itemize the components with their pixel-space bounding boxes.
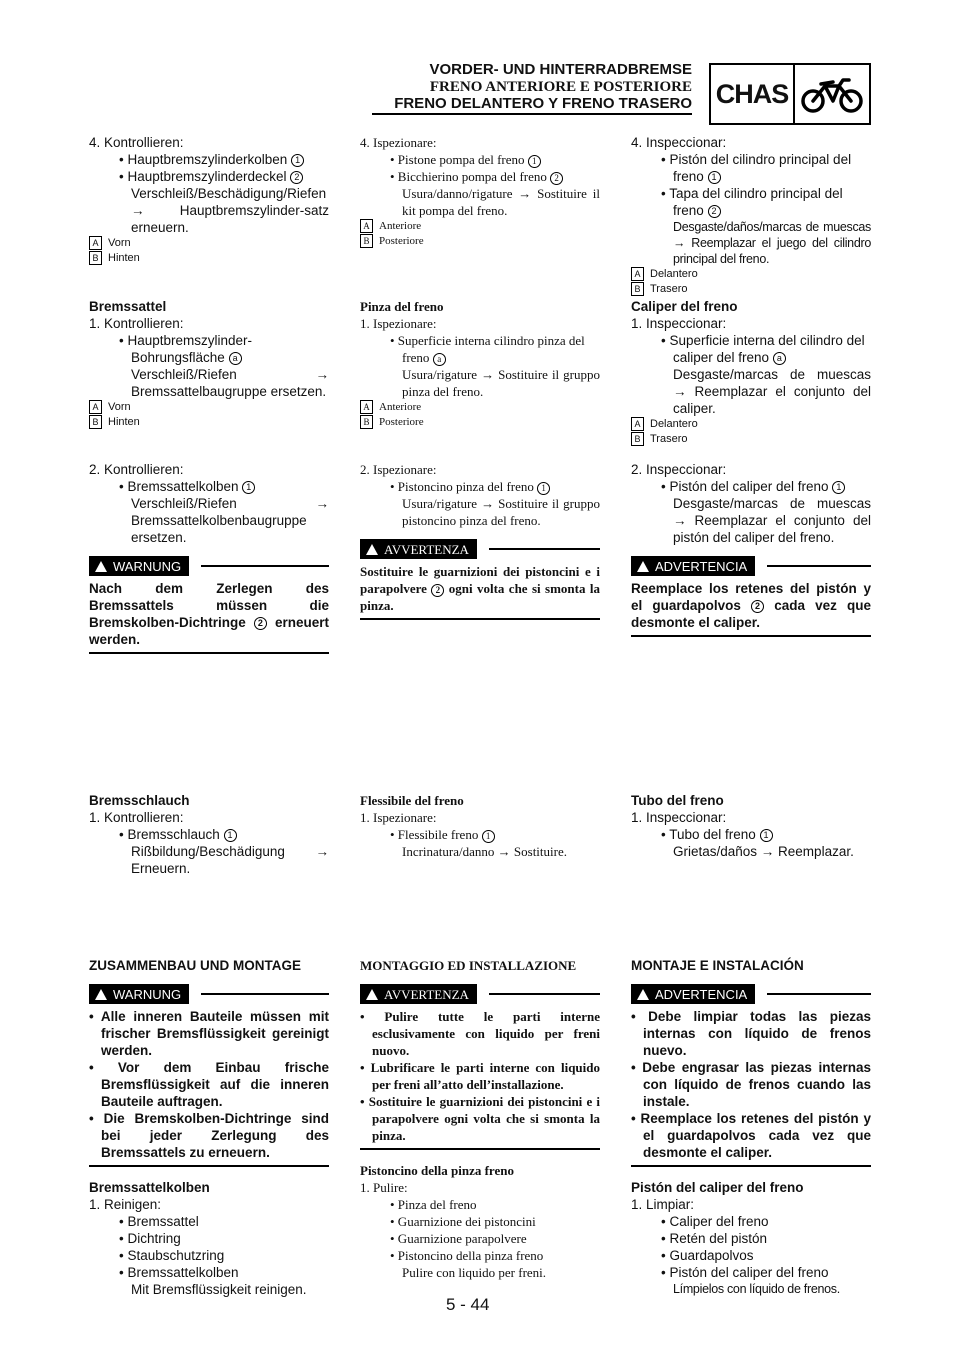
label-b-box: B [631,432,644,446]
c3-s1-text: Desgaste/daños/marcas de muescas → Reemplazar el juego del cilindro principal del freno. [673,220,871,266]
c3-section-caliper [631,298,871,447]
c2-s6-title: Pistoncino della pinza freno [360,1163,514,1178]
c3-s4-title: Tubo del freno [631,793,724,808]
c3-s1-a: Delantero [650,268,698,280]
c2-w1-text2: ogni volta che si smonta la pinza. [360,581,601,613]
c2-w2-i3: • Sostituire le guarnizioni dei pistoncini e i parapolvere ogni volta che si smonta la pinza. [360,1094,600,1143]
label-b-box: B [360,234,373,248]
c1-s2-title: Bremssattel [89,299,167,314]
callout-2: 2 [550,172,563,185]
c2-s2-title: Pinza del freno [360,299,444,314]
warning-icon [366,989,378,1000]
c1-s4-title: Bremsschlauch [89,793,190,808]
callout-1: 1 [224,829,237,842]
c1-s3-text: Verschleiß/Riefen → Bremssattelkolbenbaugruppe ersetzen. [131,496,329,545]
c3-s2-text: Desgaste/marcas de muescas → Reemplazar el conjunto del caliper. [673,367,871,416]
c1-s2-b1: • Hauptbremszylinder-Bohrungsfläche [119,333,253,365]
callout-2: 2 [751,600,764,613]
c3-s3-text: Desgaste/marcas de muescas → Reemplazar el conjunto del pistón del caliper del freno. [673,496,871,545]
c3-s6-b4: • Pistón del caliper del freno [661,1265,829,1280]
c2-w2-i1: • Pulire tutte le parti interne esclusivamente con liquido per freni nuovo. [360,1009,600,1058]
c1-section-piston [89,461,329,654]
c2-s1-a: Anteriore [379,220,422,232]
c3-s3-head: 2. Inspeccionar: [631,462,727,477]
callout-1: 1 [708,171,721,184]
warning-icon [366,544,378,555]
header-title-de: VORDER- UND HINTERRADBREMSE [429,61,692,78]
page-number: 5 - 44 [446,1295,490,1314]
c2-s6-b3: • Guarnizione parapolvere [390,1231,527,1246]
warning-icon [637,561,649,572]
callout-1: 1 [832,481,845,494]
c1-s6-b4: • Bremssattelkolben [119,1265,239,1280]
label-a-box: A [360,400,373,414]
warning-header [89,556,329,576]
c1-s5-title: ZUSAMMENBAU UND MONTAGE [89,958,301,973]
warning-header [631,556,871,576]
c1-s3-head: 2. Kontrollieren: [89,462,184,477]
c3-s6-b2: • Retén del pistón [661,1231,768,1246]
c3-s2-title: Caliper del freno [631,299,738,314]
c2-s2-text: Usura/rigature → Sostituire il gruppo pinza del freno. [402,367,600,399]
warning-label: ADVERTENCIA [655,558,748,574]
c1-s6-b1: • Bremssattel [119,1214,199,1229]
c2-s1-head: 4. Ispezionare: [360,135,437,150]
callout-a: a [433,353,446,366]
c3-s4-text: Grietas/daños → Reemplazar. [673,844,854,859]
c3-s3-b1: • Pistón del caliper del freno [661,479,829,494]
c2-s1-b1: • Pistone pompa del freno [390,152,525,167]
chas-label: CHAS [711,65,795,123]
c2-s5-title: MONTAGGIO ED INSTALLAZIONE [360,958,577,973]
c2-section-piston [360,461,600,620]
c3-s6-head: 1. Limpiar: [631,1197,695,1212]
c1-s1-text: Verschleiß/Beschädigung/Riefen → Hauptbremszylinder-satz erneuern. [131,186,329,235]
c3-s2-b: Trasero [650,433,688,445]
callout-2: 2 [290,171,303,184]
c2-s4-title: Flessibile del freno [360,793,464,808]
c3-s2-a: Delantero [650,418,698,430]
c1-s1-b1: • Hauptbremszylinderkolben [119,152,288,167]
c3-w2-i2: • Debe engrasar las piezas internas con líquido de frenos cuando las instale. [631,1060,871,1109]
label-b-box: B [89,251,102,265]
label-b-box: B [631,282,644,296]
c1-s4-text: Rißbildung/Beschädigung → Erneuern. [131,844,329,876]
label-a-box: A [360,219,373,233]
c1-s1-b2: • Hauptbremszylinderdeckel [119,169,287,184]
c3-s1-b: Trasero [650,283,688,295]
c3-w2-i1: • Debe limpiar todas las piezas internas con líquido de frenos nuevo. [631,1009,871,1058]
c2-s4-head: 1. Ispezionare: [360,810,437,825]
c2-s2-a: Anteriore [379,401,422,413]
c1-section-assembly [89,957,329,1298]
c1-s2-head: 1. Kontrollieren: [89,316,184,331]
c3-s6-title: Pistón del caliper del freno [631,1180,804,1195]
c2-section-caliper [360,298,600,430]
warning-label: ADVERTENCIA [655,986,748,1002]
c2-section-assembly [360,957,600,1281]
c1-w2-i1: • Alle inneren Bauteile müssen mit frischer Bremsflüssigkeit gereinigt werden. [89,1009,329,1058]
c2-s6-b4: • Pistoncino della pinza freno [390,1248,544,1263]
callout-a: a [773,352,786,365]
callout-2: 2 [708,205,721,218]
c1-s1-head: 4. Kontrollieren: [89,135,184,150]
c2-s1-text: Usura/danno/rigature → Sostituire il kit pompa del freno. [402,186,600,218]
c1-s6-title: Bremssattelkolben [89,1180,210,1195]
c2-s4-b1: • Flessibile freno [390,827,479,842]
c2-s2-b1: • Superficie interna cilindro pinza del freno [390,333,585,365]
c1-s6-b3: • Staubschutzring [119,1248,225,1263]
c1-section-hose [89,792,329,877]
c3-section-assembly [631,957,871,1297]
c1-section-caliper [89,298,329,430]
header-title-it: FRENO ANTERIORE E POSTERIORE [429,79,692,95]
c3-s6-b3: • Guardapolvos [661,1248,754,1263]
c3-s4-head: 1. Inspeccionar: [631,810,727,825]
warning-header [360,539,600,559]
warning-header [360,984,600,1004]
c1-w1-text1: Nach dem Zerlegen des Bremssattels müssen die Bremskolben-Dichtringe [89,581,329,630]
warning-icon [95,561,107,572]
c3-section-master-cylinder [631,134,871,297]
c3-s6-b1: • Caliper del freno [661,1214,769,1229]
c3-s5-title: MONTAJE E INSTALACIÓN [631,958,804,973]
c2-s1-b: Posteriore [379,235,424,247]
c2-s6-head: 1. Pulire: [360,1180,408,1195]
c3-s1-b1: • Pistón del cilindro principal del freno [661,152,852,184]
callout-1: 1 [242,481,255,494]
c3-s6-text: Límpielos con líquido de frenos. [673,1282,840,1296]
c1-s2-a: Vorn [108,401,131,413]
c1-s2-text: Verschleiß/Riefen → Bremssattelbaugruppe ersetzen. [131,367,329,399]
warning-icon [95,989,107,1000]
label-b-box: B [89,415,102,429]
warning-header [89,984,329,1004]
warning-label: WARNUNG [113,986,182,1002]
callout-1: 1 [528,155,541,168]
callout-1: 1 [760,829,773,842]
label-a-box: A [89,236,102,250]
c1-s4-head: 1. Kontrollieren: [89,810,184,825]
c3-w2-i3: • Reemplace los retenes del pistón y el guardapolvos cada vez que desmonte el caliper. [631,1111,871,1160]
c1-s2-b: Hinten [108,416,140,428]
c3-s1-head: 4. Inspeccionar: [631,135,727,150]
c3-section-piston [631,461,871,637]
c3-w1-text1: Reemplace los retenes del pistón y el guardapolvos [631,581,871,613]
c2-s4-text: Incrinatura/danno → Sostituire. [402,844,567,859]
c3-s2-head: 1. Inspeccionar: [631,316,727,331]
c3-s2-b1: • Superficie interna del cilindro del caliper del freno [661,333,865,365]
callout-1: 1 [537,482,550,495]
section-badge [709,63,871,125]
c1-s4-b1: • Bremsschlauch [119,827,220,842]
c3-s4-b1: • Tubo del freno [661,827,756,842]
header-title-es: FRENO DELANTERO Y FRENO TRASERO [394,95,692,112]
c1-s6-head: 1. Reinigen: [89,1197,162,1212]
label-a-box: A [89,400,102,414]
callout-a: a [229,352,242,365]
warning-label: WARNUNG [113,558,182,574]
c2-s3-b1: • Pistoncino pinza del freno [390,479,534,494]
motorcycle-icon [795,65,869,123]
c3-s1-b2: • Tapa del cilindro principal del freno [661,186,843,218]
c1-w2-i3: • Die Bremskolben-Dichtringe sind bei jeder Zerlegung des Bremssattels zu erneuern. [89,1111,329,1160]
c1-s6-b2: • Dichtring [119,1231,181,1246]
c2-section-master-cylinder [360,134,600,249]
warning-icon [637,989,649,1000]
c2-s3-text: Usura/rigature → Sostituire il gruppo pistoncino pinza del freno. [402,496,600,528]
callout-1: 1 [482,830,495,843]
c1-s1-b: Hinten [108,252,140,264]
warning-label: AVVERTENZA [384,541,469,557]
c2-s3-head: 2. Ispezionare: [360,462,437,477]
c2-s6-text: Pulire con liquido per freni. [402,1265,547,1280]
c1-s1-a: Vorn [108,237,131,249]
warning-label: AVVERTENZA [384,986,469,1002]
c2-s2-b: Posteriore [379,416,424,428]
c1-w2-i2: • Vor dem Einbau frische Bremsflüssigkeit auf die inneren Bauteile auftragen. [89,1060,329,1109]
warning-header [631,984,871,1004]
c2-s6-b2: • Guarnizione dei pistoncini [390,1214,536,1229]
c2-w1-text1: Sostituire le guarnizioni dei pistoncini e i parapolvere [360,564,600,596]
callout-2: 2 [431,584,444,597]
label-a-box: A [631,267,644,281]
c1-s6-text: Mit Bremsflüssigkeit reinigen. [131,1282,307,1297]
c2-w2-i2: • Lubrificare le parti interne con liquido per freni all’atto dell’installazione. [360,1060,600,1092]
c2-s2-head: 1. Ispezionare: [360,316,437,331]
callout-1: 1 [291,154,304,167]
c2-s1-b2: • Bicchierino pompa del freno [390,169,547,184]
header-rule [372,113,692,115]
c2-s6-b1: • Pinza del freno [390,1197,477,1212]
c3-w1-text2: cada vez que desmonte el caliper. [631,598,871,630]
c1-s3-b1: • Bremssattelkolben [119,479,239,494]
label-a-box: A [631,417,644,431]
c1-w1-text2: erneuert werden. [89,615,329,647]
label-b-box: B [360,415,373,429]
c1-section-master-cylinder [89,134,329,266]
c2-section-hose [360,792,600,860]
callout-2: 2 [254,617,267,630]
c3-section-hose [631,792,871,860]
